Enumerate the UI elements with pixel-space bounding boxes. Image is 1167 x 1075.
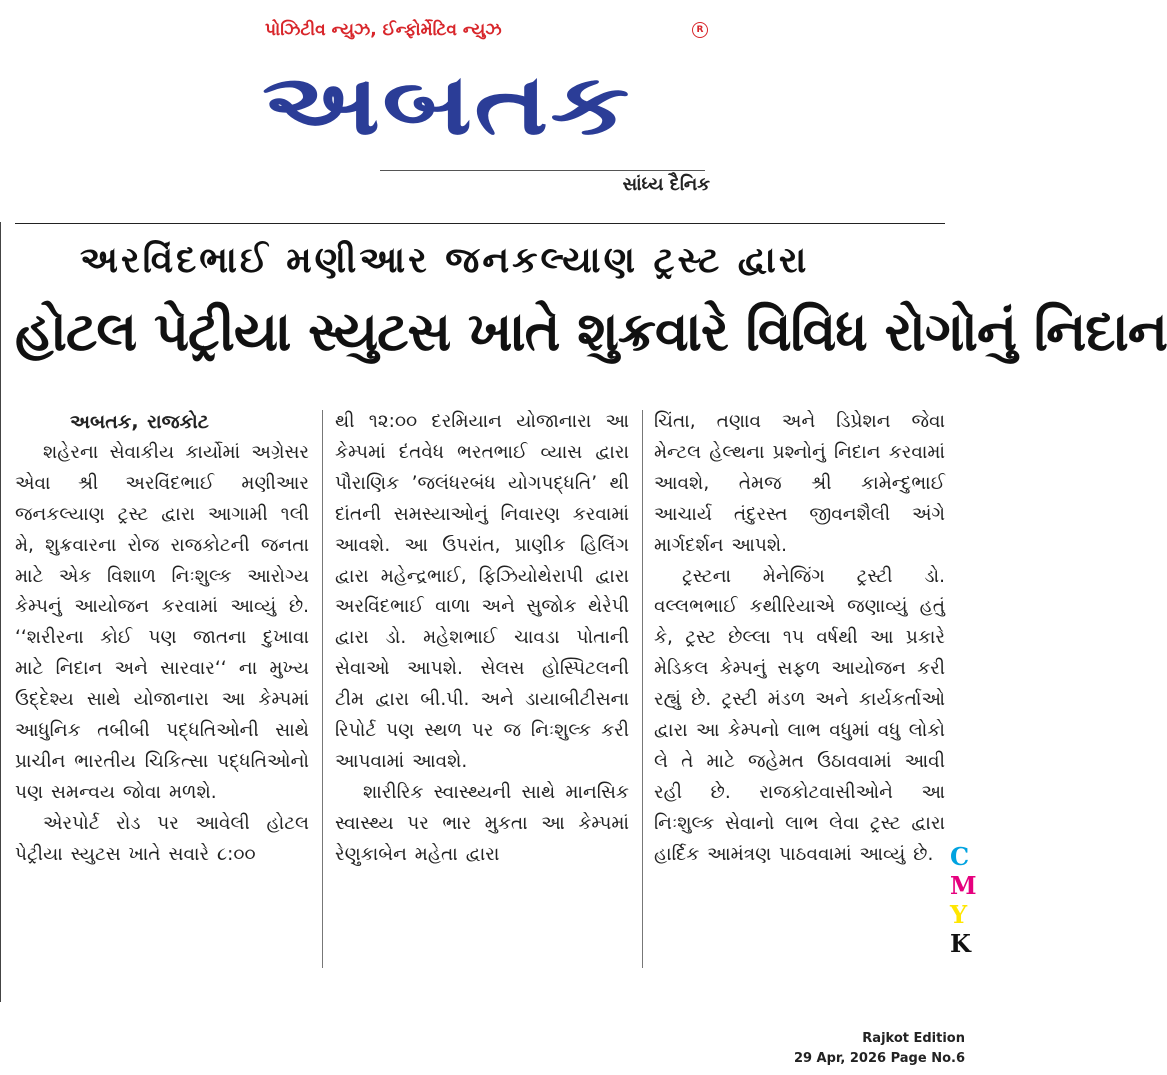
- column-divider: [642, 410, 643, 968]
- column-divider: [322, 410, 323, 968]
- footer-edition: Rajkot Edition: [862, 1031, 965, 1046]
- cmyk-y: Y: [950, 900, 968, 929]
- headline-kicker: અરવિંદભાઈ મણીઆર જનકલ્યાણ ટ્રસ્ટ દ્વારા: [80, 240, 810, 281]
- dateline: અબતક, રાજકોટ: [70, 411, 209, 433]
- paragraph: થી ૧૨:૦૦ દરમિયાન યોજાનારા આ કેમ્પમાં દંતવેધ ભરતભાઈ વ્યાસ દ્વારા પૌરાણિક ’જલંધરબંધ યોગપદ્ધતિ’ થી દાંતની સમસ્યાઓનું નિવારણ કરવામાં આવશે. આ ઉપરાંત, પ્રાણીક હિલિંગ દ્વારા મહેન્દ્રભાઈ, ફિઝિયોથેરાપી દ્વારા અરવિંદભાઈ વાળા અને સુજોક થેરેપી દ્વારા ડો. મહેશભાઈ ચાવડા પોતાની સેવાઓ આપશે. સેલસ હોસ્પિટલની ટીમ દ્વારા બી.પી. અને ડાયાબીટીસના રિપોર્ટ પણ સ્થળ પર જ નિઃશુલ્ક કરી આપવામાં આવશે.: [335, 411, 629, 772]
- newspaper-logo: અબતક: [262, 56, 632, 154]
- paragraph: શારીરિક સ્વાસ્થ્યની સાથે માનસિક સ્વાસ્થ્ય પર ભાર મુકતા આ કેમ્પમાં રેણુકાબેન મહેતા દ્વારા: [335, 781, 629, 865]
- article-column-3: [654, 407, 945, 871]
- cmyk-k: K: [950, 929, 971, 958]
- cmyk-m: M: [950, 871, 977, 900]
- left-border-rule: [0, 222, 1, 1002]
- masthead-divider: [380, 170, 705, 171]
- masthead-tagline: પોઝિટીવ ન્યુઝ, ઈન્ફોર્મેટિવ ન્યુઝ: [265, 20, 502, 40]
- masthead-subtitle: સાંધ્ય દૈનિક: [622, 174, 710, 195]
- footer-date-page: 29 Apr, 2026 Page No.6: [793, 1051, 965, 1066]
- page-top-rule: [15, 223, 945, 224]
- paragraph: ચિંતા, તણાવ અને ડિપ્રેશન જેવા મેન્ટલ હેલ્થના પ્રશ્નોનું નિદાન કરવામાં આવશે, તેમજ શ્રી કામેન્દુભાઈ આચાર્ય તંદુરસ્ત જીવનશૈલી અંગે માર્ગદર્શન આપશે.: [654, 411, 945, 556]
- article-column-2: [335, 407, 629, 871]
- paragraph: શહેરના સેવાકીય કાર્યોમાં અગ્રેસર એવા શ્રી અરવિંદભાઈ મણીઆર જનકલ્યાણ ટ્રસ્ટ દ્વારા આગામી ૧લી મે, શુક્રવારના રોજ રાજકોટની જનતા માટે એક વિશાળ નિઃશુલ્ક આરોગ્ય કેમ્પનું આયોજન કરવામાં આવ્યું છે. ‘‘શરીરના કોઈ પણ જાતના દુખાવા માટે નિદાન અને સારવાર‘‘ ના મુખ્ય ઉદ્દેશ્ય સાથે યોજાનારા આ કેમ્પમાં આધુનિક તબીબી પદ્ધતિઓની સાથે પ્રાચીન ભારતીય ચિકિત્સા પદ્ધતિઓનો પણ સમન્વય જોવા મળશે.: [15, 441, 309, 803]
- paragraph: એરપોર્ટ રોડ પર આવેલી હોટલ પેટ્રીયા સ્યુટસ ખાતે સવારે ૮:૦૦: [15, 812, 309, 865]
- registered-mark-icon: R: [692, 22, 708, 38]
- cmyk-print-marks: [950, 842, 977, 958]
- paragraph: ટ્રસ્ટના મેનેજિંગ ટ્રસ્ટી ડો. વલ્લભભાઈ કથીરિયાએ જણાવ્યું હતું કે, ટ્રસ્ટ છેલ્લા ૧૫ વર્ષથી આ પ્રકારે મેડિકલ કેમ્પનું સફળ આયોજન કરી રહ્યું છે. ટ્રસ્ટી મંડળ અને કાર્યકર્તાઓ દ્વારા આ કેમ્પનો લાભ વધુમાં વધુ લોકો લે તે માટે જહેમત ઉઠાવવામાં આવી રહી છે. રાજકોટવાસીઓને આ નિઃશુલ્ક સેવાનો લાભ લેવા ટ્રસ્ટ દ્વારા હાર્દિક આમંત્રણ પાઠવવામાં આવ્યું છે.: [654, 565, 945, 865]
- article-column-1: [15, 407, 309, 871]
- headline: હોટલ પેટ્રીયા સ્યુટસ ખાતે શુક્રવારે વિવિધ રોગોનું નિદાન: [15, 300, 1167, 363]
- cmyk-c: C: [950, 842, 970, 871]
